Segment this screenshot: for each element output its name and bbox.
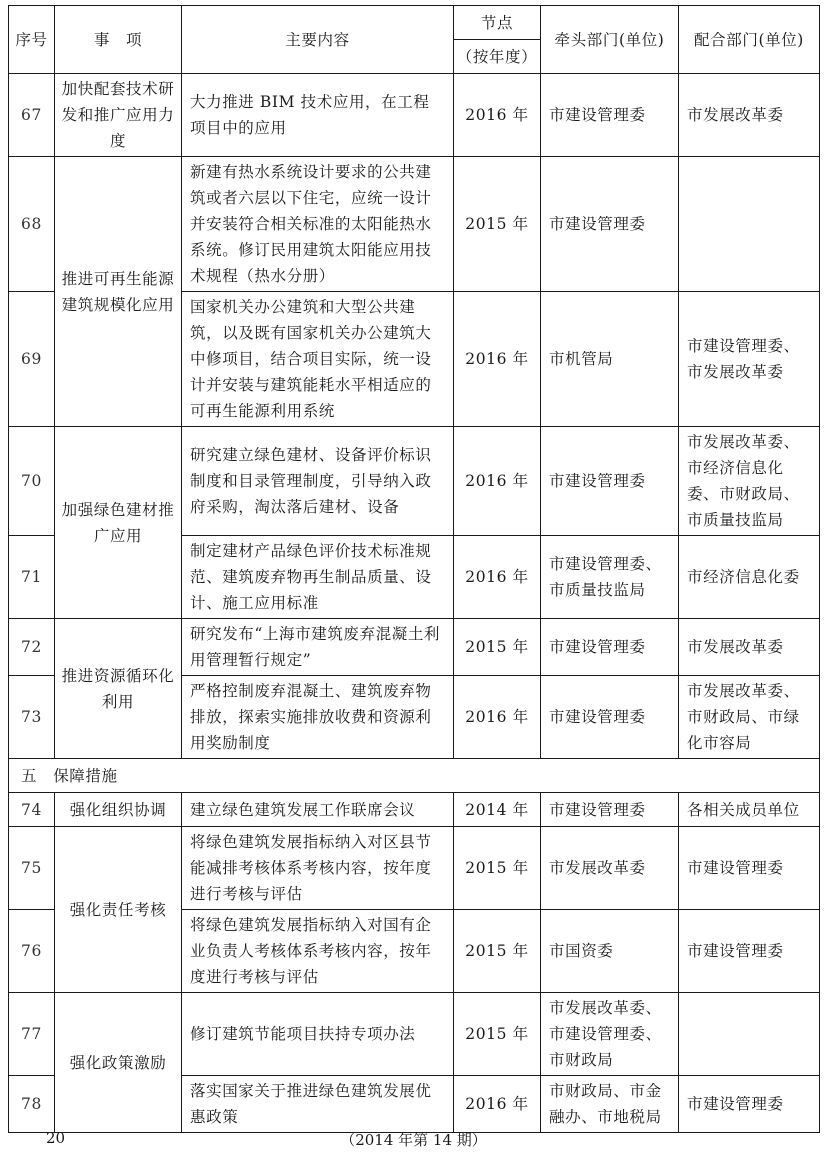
- row-content: 国家机关办公建筑和大型公共建筑，以及既有国家机关办公建筑大中修项目，结合项目实际，统一设计并安装与建筑能耗水平相适应的可再生能源利用系统: [182, 292, 454, 427]
- row-number: 71: [9, 536, 55, 619]
- row-item: 强化组织协调: [55, 793, 182, 827]
- row-coop: 市发展改革委: [679, 74, 820, 157]
- row-number: 76: [9, 910, 55, 993]
- row-item: 推进资源循环化利用: [55, 619, 182, 759]
- row-year: 2015 年: [454, 910, 541, 993]
- row-content: 将绿色建筑发展指标纳入对国有企业负责人考核体系考核内容，按年度进行考核与评估: [182, 910, 454, 993]
- row-year: 2016 年: [454, 292, 541, 427]
- row-year: 2016 年: [454, 74, 541, 157]
- table-row: [9, 157, 820, 292]
- row-item: 加强绿色建材推广应用: [55, 427, 182, 619]
- row-lead: 市机管局: [541, 292, 679, 427]
- row-number: 75: [9, 827, 55, 910]
- row-item: 强化政策激励: [55, 993, 182, 1133]
- table-row: [9, 427, 820, 536]
- row-coop: 市经济信息化委: [679, 536, 820, 619]
- section-title: 五 保障措施: [9, 759, 820, 793]
- row-number: 69: [9, 292, 55, 427]
- row-year: 2015 年: [454, 993, 541, 1076]
- row-lead: 市建设管理委: [541, 676, 679, 759]
- row-year: 2015 年: [454, 157, 541, 292]
- row-coop: 市建设管理委: [679, 910, 820, 993]
- row-year: 2016 年: [454, 536, 541, 619]
- row-coop: 市发展改革委、市经济信息化委、市财政局、市质量技监局: [679, 427, 820, 536]
- row-content: 制定建材产品绿色评价技术标准规范、建筑废弃物再生制品质量、设计、施工应用标准: [182, 536, 454, 619]
- header-seq: 序号: [9, 6, 55, 74]
- table-row: [9, 827, 820, 910]
- table-row: [9, 793, 820, 827]
- page-number: 20: [46, 1129, 66, 1147]
- row-lead: 市建设管理委: [541, 793, 679, 827]
- table-row: [9, 74, 820, 157]
- row-number: 72: [9, 619, 55, 676]
- header-content: 主要内容: [182, 6, 454, 74]
- header-node-sub: （按年度）: [454, 40, 541, 74]
- table-row: [9, 619, 820, 676]
- row-lead: 市发展改革委: [541, 827, 679, 910]
- row-content: 大力推进 BIM 技术应用，在工程项目中的应用: [182, 74, 454, 157]
- row-content: 严格控制废弃混凝土、建筑废弃物排放，探索实施排放收费和资源利用奖励制度: [182, 676, 454, 759]
- row-lead: 市建设管理委: [541, 157, 679, 292]
- row-item: 推进可再生能源建筑规模化应用: [55, 157, 182, 427]
- row-lead: 市建设管理委: [541, 74, 679, 157]
- row-content: 研究发布“上海市建筑废弃混凝土利用管理暂行规定”: [182, 619, 454, 676]
- row-year: 2016 年: [454, 427, 541, 536]
- row-content: 新建有热水系统设计要求的公共建筑或者六层以下住宅，应统一设计并安装符合相关标准的太阳能热水系统。修订民用建筑太阳能应用技术规程（热水分册）: [182, 157, 454, 292]
- row-lead: 市建设管理委、市质量技监局: [541, 536, 679, 619]
- row-year: 2016 年: [454, 1076, 541, 1133]
- row-item: 强化责任考核: [55, 827, 182, 993]
- row-content: 落实国家关于推进绿色建筑发展优惠政策: [182, 1076, 454, 1133]
- row-coop: 市建设管理委、市发展改革委: [679, 292, 820, 427]
- header-lead: 牵头部门(单位): [541, 6, 679, 74]
- header-coop: 配合部门(单位): [679, 6, 820, 74]
- row-item: 加快配套技术研发和推广应用力度: [55, 74, 182, 157]
- row-number: 77: [9, 993, 55, 1076]
- row-content: 研究建立绿色建材、设备评价标识制度和目录管理制度，引导纳入政府采购，淘汰落后建材、设备: [182, 427, 454, 536]
- row-number: 68: [9, 157, 55, 292]
- measures-table: [8, 5, 820, 1133]
- row-number: 74: [9, 793, 55, 827]
- row-year: 2015 年: [454, 827, 541, 910]
- table-row: [9, 993, 820, 1076]
- row-content: 建立绿色建筑发展工作联席会议: [182, 793, 454, 827]
- row-coop: 各相关成员单位: [679, 793, 820, 827]
- row-coop: [679, 157, 820, 292]
- row-lead: 市建设管理委: [541, 427, 679, 536]
- row-lead: 市建设管理委: [541, 619, 679, 676]
- row-number: 70: [9, 427, 55, 536]
- row-content: 将绿色建筑发展指标纳入对区县节能减排考核体系考核内容，按年度进行考核与评估: [182, 827, 454, 910]
- row-year: 2014 年: [454, 793, 541, 827]
- row-lead: 市国资委: [541, 910, 679, 993]
- row-lead: 市发展改革委、市建设管理委、市财政局: [541, 993, 679, 1076]
- row-content: 修订建筑节能项目扶持专项办法: [182, 993, 454, 1076]
- row-number: 67: [9, 74, 55, 157]
- row-year: 2015 年: [454, 619, 541, 676]
- header-row: [9, 6, 820, 40]
- row-number: 73: [9, 676, 55, 759]
- header-item: 事 项: [55, 6, 182, 74]
- header-node: 节点: [454, 6, 541, 40]
- row-lead: 市财政局、市金融办、市地税局: [541, 1076, 679, 1133]
- row-coop: 市发展改革委、市财政局、市绿化市容局: [679, 676, 820, 759]
- row-number: 78: [9, 1076, 55, 1133]
- row-coop: [679, 993, 820, 1076]
- row-coop: 市建设管理委: [679, 827, 820, 910]
- row-coop: 市发展改革委: [679, 619, 820, 676]
- row-year: 2016 年: [454, 676, 541, 759]
- row-coop: 市建设管理委: [679, 1076, 820, 1133]
- section-row: [9, 759, 820, 793]
- issue-label: （2014 年第 14 期）: [340, 1131, 487, 1149]
